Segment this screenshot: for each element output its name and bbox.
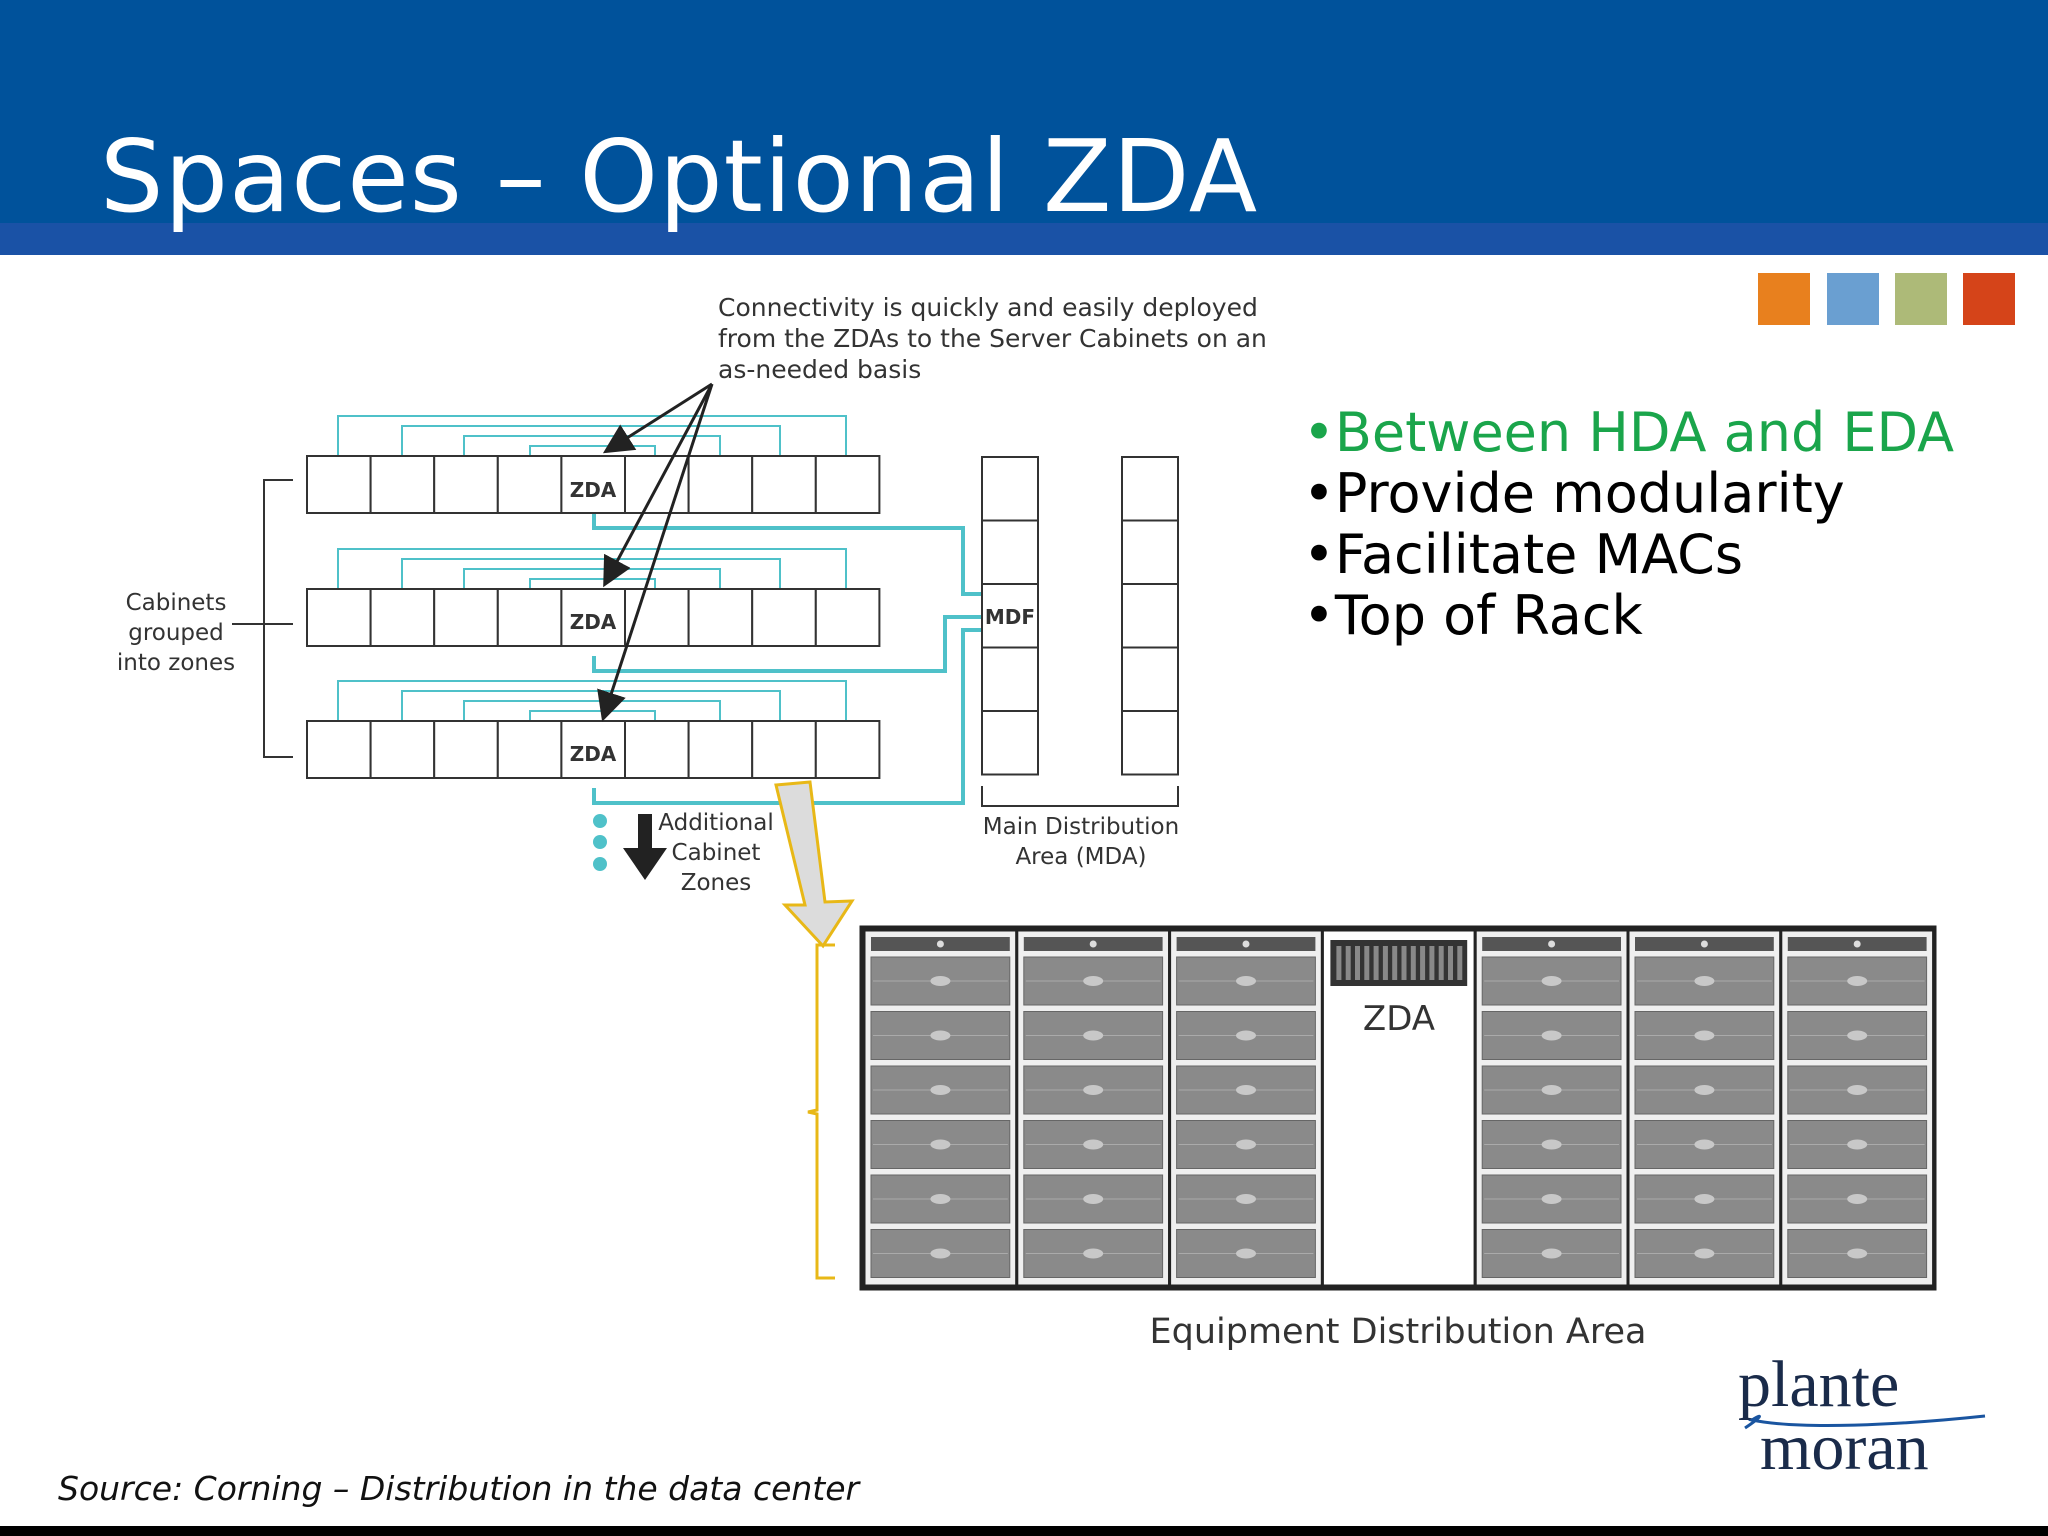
mda-rack-unit bbox=[982, 521, 1038, 585]
callout-line-1: Connectivity is quickly and easily deployed bbox=[718, 293, 1258, 322]
server-handle bbox=[1847, 1031, 1867, 1041]
eda-label: Equipment Distribution Area bbox=[1149, 1312, 1647, 1352]
zda-label-row-3: ZDA bbox=[569, 742, 617, 766]
mda-label-1: Main Distribution bbox=[982, 814, 1180, 840]
zda-label-row-2: ZDA bbox=[569, 610, 617, 634]
server-cabinet bbox=[307, 589, 371, 646]
rack-indicator bbox=[1090, 941, 1097, 948]
server-handle bbox=[1542, 1085, 1562, 1095]
server-handle bbox=[930, 1194, 950, 1204]
patch-port bbox=[1336, 946, 1341, 980]
server-handle bbox=[1083, 1140, 1103, 1150]
patch-port bbox=[1439, 946, 1444, 980]
equipment-distribution-area bbox=[862, 928, 1934, 1288]
additional-zones-3: Zones bbox=[680, 870, 752, 896]
patch-port bbox=[1346, 946, 1351, 980]
server-handle bbox=[1236, 1140, 1256, 1150]
server-handle bbox=[1083, 1031, 1103, 1041]
mda-label-2: Area (MDA) bbox=[1015, 844, 1147, 870]
mda-rack-unit bbox=[982, 457, 1038, 521]
cable-run bbox=[402, 559, 780, 589]
mda-rack-unit bbox=[1122, 711, 1178, 775]
cable-run bbox=[530, 711, 655, 721]
callout-line-3: as-needed basis bbox=[718, 355, 922, 384]
cable-run bbox=[530, 579, 655, 589]
server-cabinet bbox=[434, 589, 498, 646]
server-handle bbox=[1694, 1085, 1714, 1095]
server-handle bbox=[1236, 1194, 1256, 1204]
server-cabinet bbox=[434, 456, 498, 513]
patch-port bbox=[1402, 946, 1407, 980]
server-handle bbox=[1236, 976, 1256, 986]
mda-rack-unit bbox=[982, 711, 1038, 775]
server-handle bbox=[1083, 1085, 1103, 1095]
server-cabinet bbox=[625, 721, 689, 778]
server-cabinet bbox=[307, 721, 371, 778]
cable-run bbox=[530, 446, 655, 456]
server-cabinet bbox=[434, 721, 498, 778]
server-cabinet bbox=[307, 456, 371, 513]
mda-rack-unit bbox=[1122, 584, 1178, 648]
server-cabinet bbox=[689, 456, 753, 513]
zones-label-1: Cabinets bbox=[125, 590, 227, 616]
main-distribution-area bbox=[982, 457, 1178, 806]
server-cabinet bbox=[816, 721, 880, 778]
server-handle bbox=[1236, 1085, 1256, 1095]
server-handle bbox=[1694, 1194, 1714, 1204]
eda-zda-label: ZDA bbox=[1362, 999, 1436, 1039]
patch-port bbox=[1383, 946, 1388, 980]
mdf-label: MDF bbox=[984, 605, 1036, 629]
server-handle bbox=[1694, 1031, 1714, 1041]
server-cabinet bbox=[371, 456, 435, 513]
patch-port bbox=[1355, 946, 1360, 980]
server-cabinet bbox=[752, 721, 816, 778]
server-cabinet bbox=[816, 589, 880, 646]
server-cabinet bbox=[689, 589, 753, 646]
continuation-dot bbox=[593, 814, 607, 828]
cable-run bbox=[402, 426, 780, 456]
bullet-item: •Between HDA and EDA bbox=[1303, 401, 1955, 464]
eda-bracket bbox=[808, 945, 835, 1278]
server-handle bbox=[1694, 1249, 1714, 1259]
bullet-item: •Top of Rack bbox=[1303, 584, 1643, 647]
additional-zones-1: Additional bbox=[658, 810, 774, 836]
server-handle bbox=[930, 1249, 950, 1259]
patch-port bbox=[1457, 946, 1462, 980]
server-handle bbox=[1847, 1194, 1867, 1204]
patch-panel bbox=[1330, 940, 1467, 986]
server-cabinet bbox=[498, 456, 562, 513]
continuation-dot bbox=[593, 857, 607, 871]
server-cabinet bbox=[371, 721, 435, 778]
patch-port bbox=[1429, 946, 1434, 980]
zones-bracket bbox=[264, 480, 293, 757]
patch-port bbox=[1364, 946, 1369, 980]
server-handle bbox=[1542, 1140, 1562, 1150]
server-handle bbox=[1083, 1249, 1103, 1259]
rack-indicator bbox=[1854, 941, 1861, 948]
server-handle bbox=[1542, 1031, 1562, 1041]
patch-port bbox=[1374, 946, 1379, 980]
patch-port bbox=[1392, 946, 1397, 980]
mda-bracket bbox=[982, 786, 1178, 806]
bottom-bar bbox=[0, 1526, 2048, 1536]
cabinet-rows bbox=[232, 456, 879, 778]
rack-indicator bbox=[1243, 941, 1250, 948]
server-handle bbox=[930, 1085, 950, 1095]
source-citation: Source: Corning – Distribution in the data center bbox=[58, 1469, 860, 1508]
rack-indicator bbox=[1701, 941, 1708, 948]
server-cabinet bbox=[689, 721, 753, 778]
mda-rack-unit bbox=[982, 648, 1038, 712]
server-handle bbox=[930, 1140, 950, 1150]
server-handle bbox=[1847, 1140, 1867, 1150]
server-cabinet bbox=[498, 721, 562, 778]
bullet-item: •Facilitate MACs bbox=[1303, 523, 1743, 586]
server-handle bbox=[930, 976, 950, 986]
rack-indicator bbox=[937, 941, 944, 948]
server-cabinet bbox=[371, 589, 435, 646]
server-cabinet bbox=[816, 456, 880, 513]
server-handle bbox=[1847, 1249, 1867, 1259]
mda-rack-unit bbox=[1122, 648, 1178, 712]
bullet-item: •Provide modularity bbox=[1303, 462, 1845, 525]
server-handle bbox=[930, 1031, 950, 1041]
slide-title: Spaces – Optional ZDA bbox=[100, 118, 1259, 235]
zda-label-row-1: ZDA bbox=[569, 478, 617, 502]
cable-run bbox=[402, 691, 780, 721]
patch-port bbox=[1420, 946, 1425, 980]
server-handle bbox=[1694, 1140, 1714, 1150]
mdf-cable bbox=[594, 513, 981, 594]
continuation-dot bbox=[593, 835, 607, 849]
patch-port bbox=[1411, 946, 1416, 980]
server-cabinet bbox=[752, 456, 816, 513]
zones-label-2: grouped bbox=[128, 620, 224, 646]
mda-rack-unit bbox=[1122, 521, 1178, 585]
server-handle bbox=[1847, 1085, 1867, 1095]
server-handle bbox=[1542, 976, 1562, 986]
server-handle bbox=[1236, 1031, 1256, 1041]
server-handle bbox=[1236, 1249, 1256, 1259]
zones-label-3: into zones bbox=[116, 650, 236, 676]
zoom-arrow bbox=[776, 782, 852, 946]
mda-rack-unit bbox=[1122, 457, 1178, 521]
patch-port bbox=[1448, 946, 1453, 980]
server-handle bbox=[1083, 1194, 1103, 1204]
server-cabinet bbox=[498, 589, 562, 646]
server-handle bbox=[1694, 976, 1714, 986]
callout-line-2: from the ZDAs to the Server Cabinets on an bbox=[718, 324, 1267, 353]
rack-indicator bbox=[1548, 941, 1555, 948]
server-handle bbox=[1542, 1249, 1562, 1259]
plante-moran-logo-bottom: moran bbox=[1760, 1411, 1929, 1484]
server-cabinet bbox=[752, 589, 816, 646]
server-handle bbox=[1847, 976, 1867, 986]
server-handle bbox=[1083, 976, 1103, 986]
server-handle bbox=[1542, 1194, 1562, 1204]
bullet-list bbox=[1303, 402, 1954, 646]
additional-zones-2: Cabinet bbox=[671, 840, 761, 866]
plante-moran-logo-top: plante bbox=[1738, 1348, 1900, 1421]
